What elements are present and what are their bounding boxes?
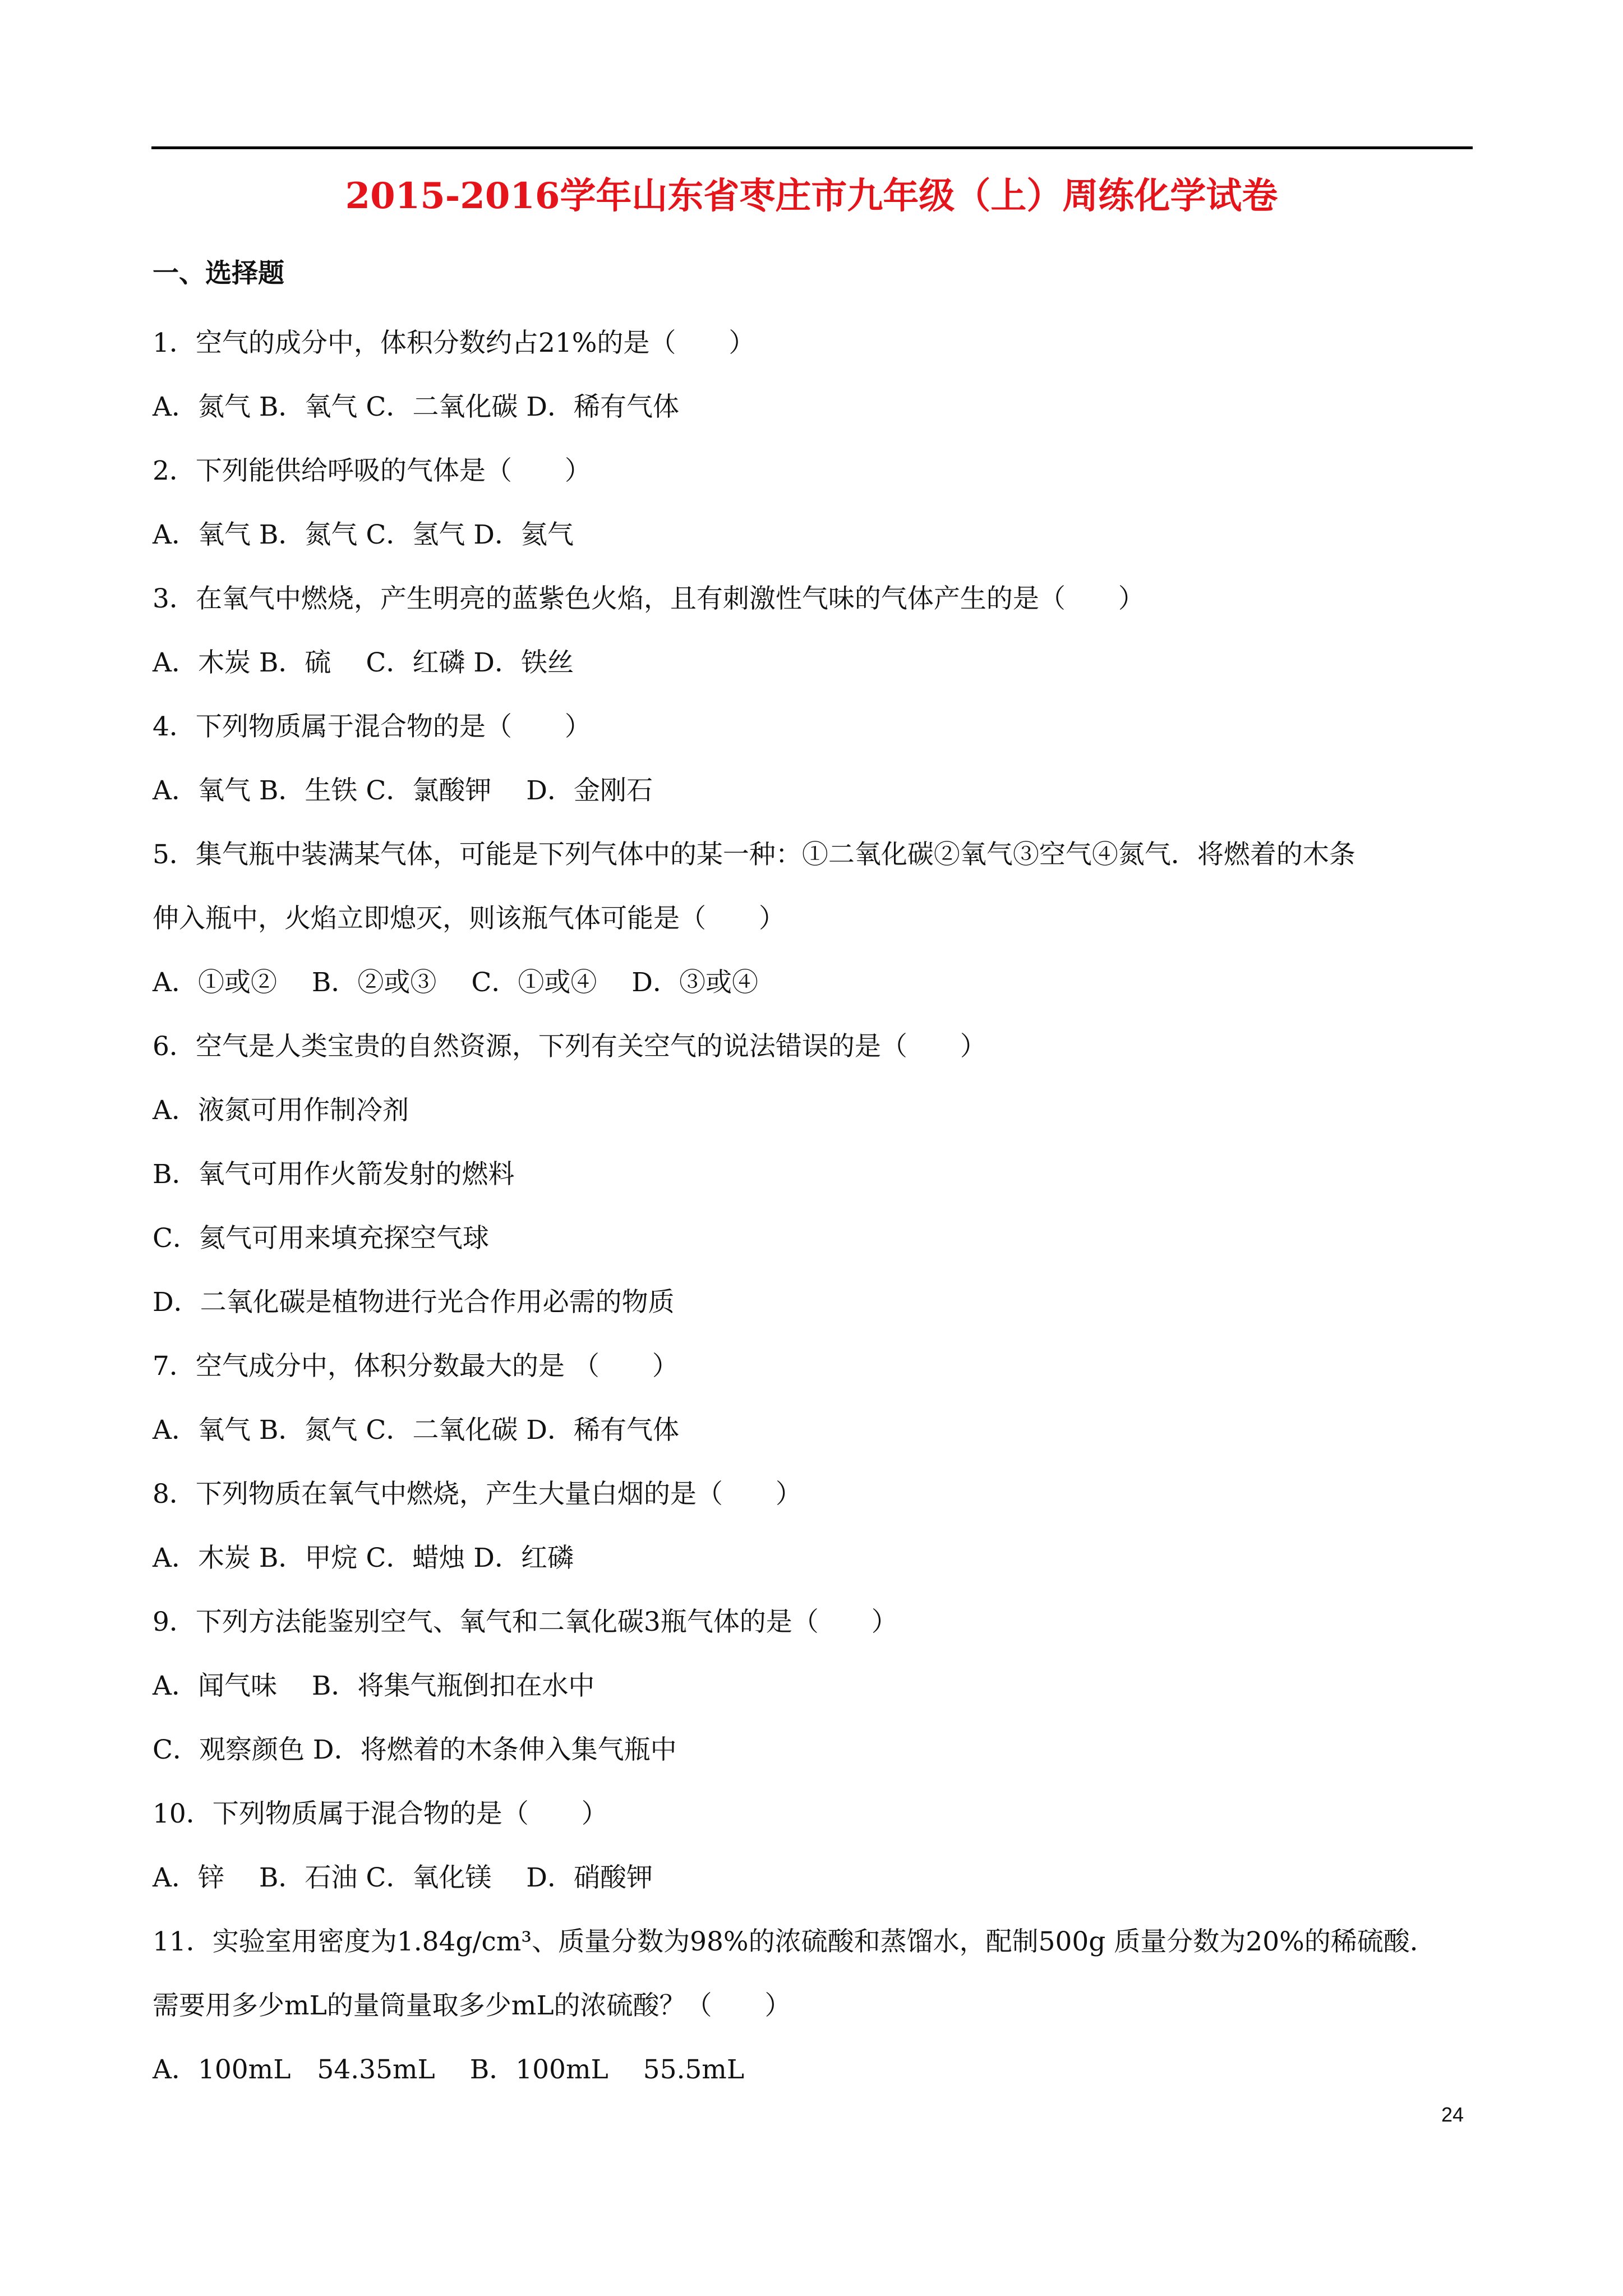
document-title: 2015-2016学年山东省枣庄市九年级（上）周练化学试卷	[345, 175, 1278, 217]
page-number: 24	[1441, 2103, 1464, 2126]
question-9-options-ab: A．闻气味 B．将集气瓶倒扣在水中	[153, 1671, 595, 1701]
question-5-options: A．①或② B．②或③ C．①或④ D．③或④	[153, 967, 758, 998]
question-4-options: A．氧气 B．生铁 C．氯酸钾 D．金刚石	[153, 775, 653, 806]
header-rule	[151, 146, 1473, 149]
question-2-stem: 2．下列能供给呼吸的气体是（ ）	[153, 455, 591, 486]
question-9-stem: 9．下列方法能鉴别空气、氧气和二氧化碳3瓶气体的是（ ）	[153, 1607, 898, 1637]
section-heading: 一、选择题	[153, 258, 284, 289]
question-1-stem: 1．空气的成分中，体积分数约占21%的是（ ）	[153, 328, 755, 358]
question-9-options-cd: C．观察颜色 D．将燃着的木条伸入集气瓶中	[153, 1734, 677, 1765]
question-3-stem: 3．在氧气中燃烧，产生明亮的蓝紫色火焰，且有刺激性气味的气体产生的是（ ）	[153, 583, 1145, 614]
question-11-stem: 11．实验室用密度为1.84g/cm³、质量分数为98%的浓硫酸和蒸馏水，配制500g 质量分数为20%的稀硫酸．	[153, 1926, 1436, 1957]
question-7-stem: 7．空气成分中，体积分数最大的是 （ ）	[153, 1351, 679, 1382]
question-6-option-a: A．液氮可用作制冷剂	[153, 1095, 409, 1126]
question-2-options: A．氧气 B．氮气 C．氢气 D．氦气	[153, 519, 574, 550]
question-10-options: A．锌 B．石油 C．氧化镁 D．硝酸钾	[153, 1862, 653, 1893]
question-6-stem: 6．空气是人类宝贵的自然资源，下列有关空气的说法错误的是（ ）	[153, 1031, 986, 1062]
question-4-stem: 4．下列物质属于混合物的是（ ）	[153, 711, 591, 742]
question-6-option-d: D．二氧化碳是植物进行光合作用必需的物质	[153, 1287, 675, 1318]
question-5-stem: 5．集气瓶中装满某气体，可能是下列气体中的某一种：①二氧化碳②氧气③空气④氮气．将燃着的木条	[153, 839, 1355, 870]
question-11-stem-cont: 需要用多少mL的量筒量取多少mL的浓硫酸？（ ）	[153, 1990, 791, 2021]
question-10-stem: 10．下列物质属于混合物的是（ ）	[153, 1798, 608, 1829]
question-6-option-b: B．氧气可用作火箭发射的燃料	[153, 1159, 515, 1190]
question-7-options: A．氧气 B．氮气 C．二氧化碳 D．稀有气体	[153, 1415, 679, 1446]
question-list	[153, 311, 1476, 2102]
question-5-stem-cont: 伸入瓶中，火焰立即熄灭，则该瓶气体可能是（ ）	[153, 903, 785, 934]
question-11-options: A．100mL 54.35mL B．100mL 55.5mL	[153, 2054, 745, 2085]
question-1-options: A．氮气 B．氧气 C．二氧化碳 D．稀有气体	[153, 392, 679, 422]
question-8-stem: 8．下列物质在氧气中燃烧，产生大量白烟的是（ ）	[153, 1479, 802, 1510]
question-6-option-c: C．氦气可用来填充探空气球	[153, 1223, 489, 1254]
question-8-options: A．木炭 B．甲烷 C．蜡烛 D．红磷	[153, 1543, 574, 1573]
question-3-options: A．木炭 B．硫 C．红磷 D．铁丝	[153, 647, 574, 678]
